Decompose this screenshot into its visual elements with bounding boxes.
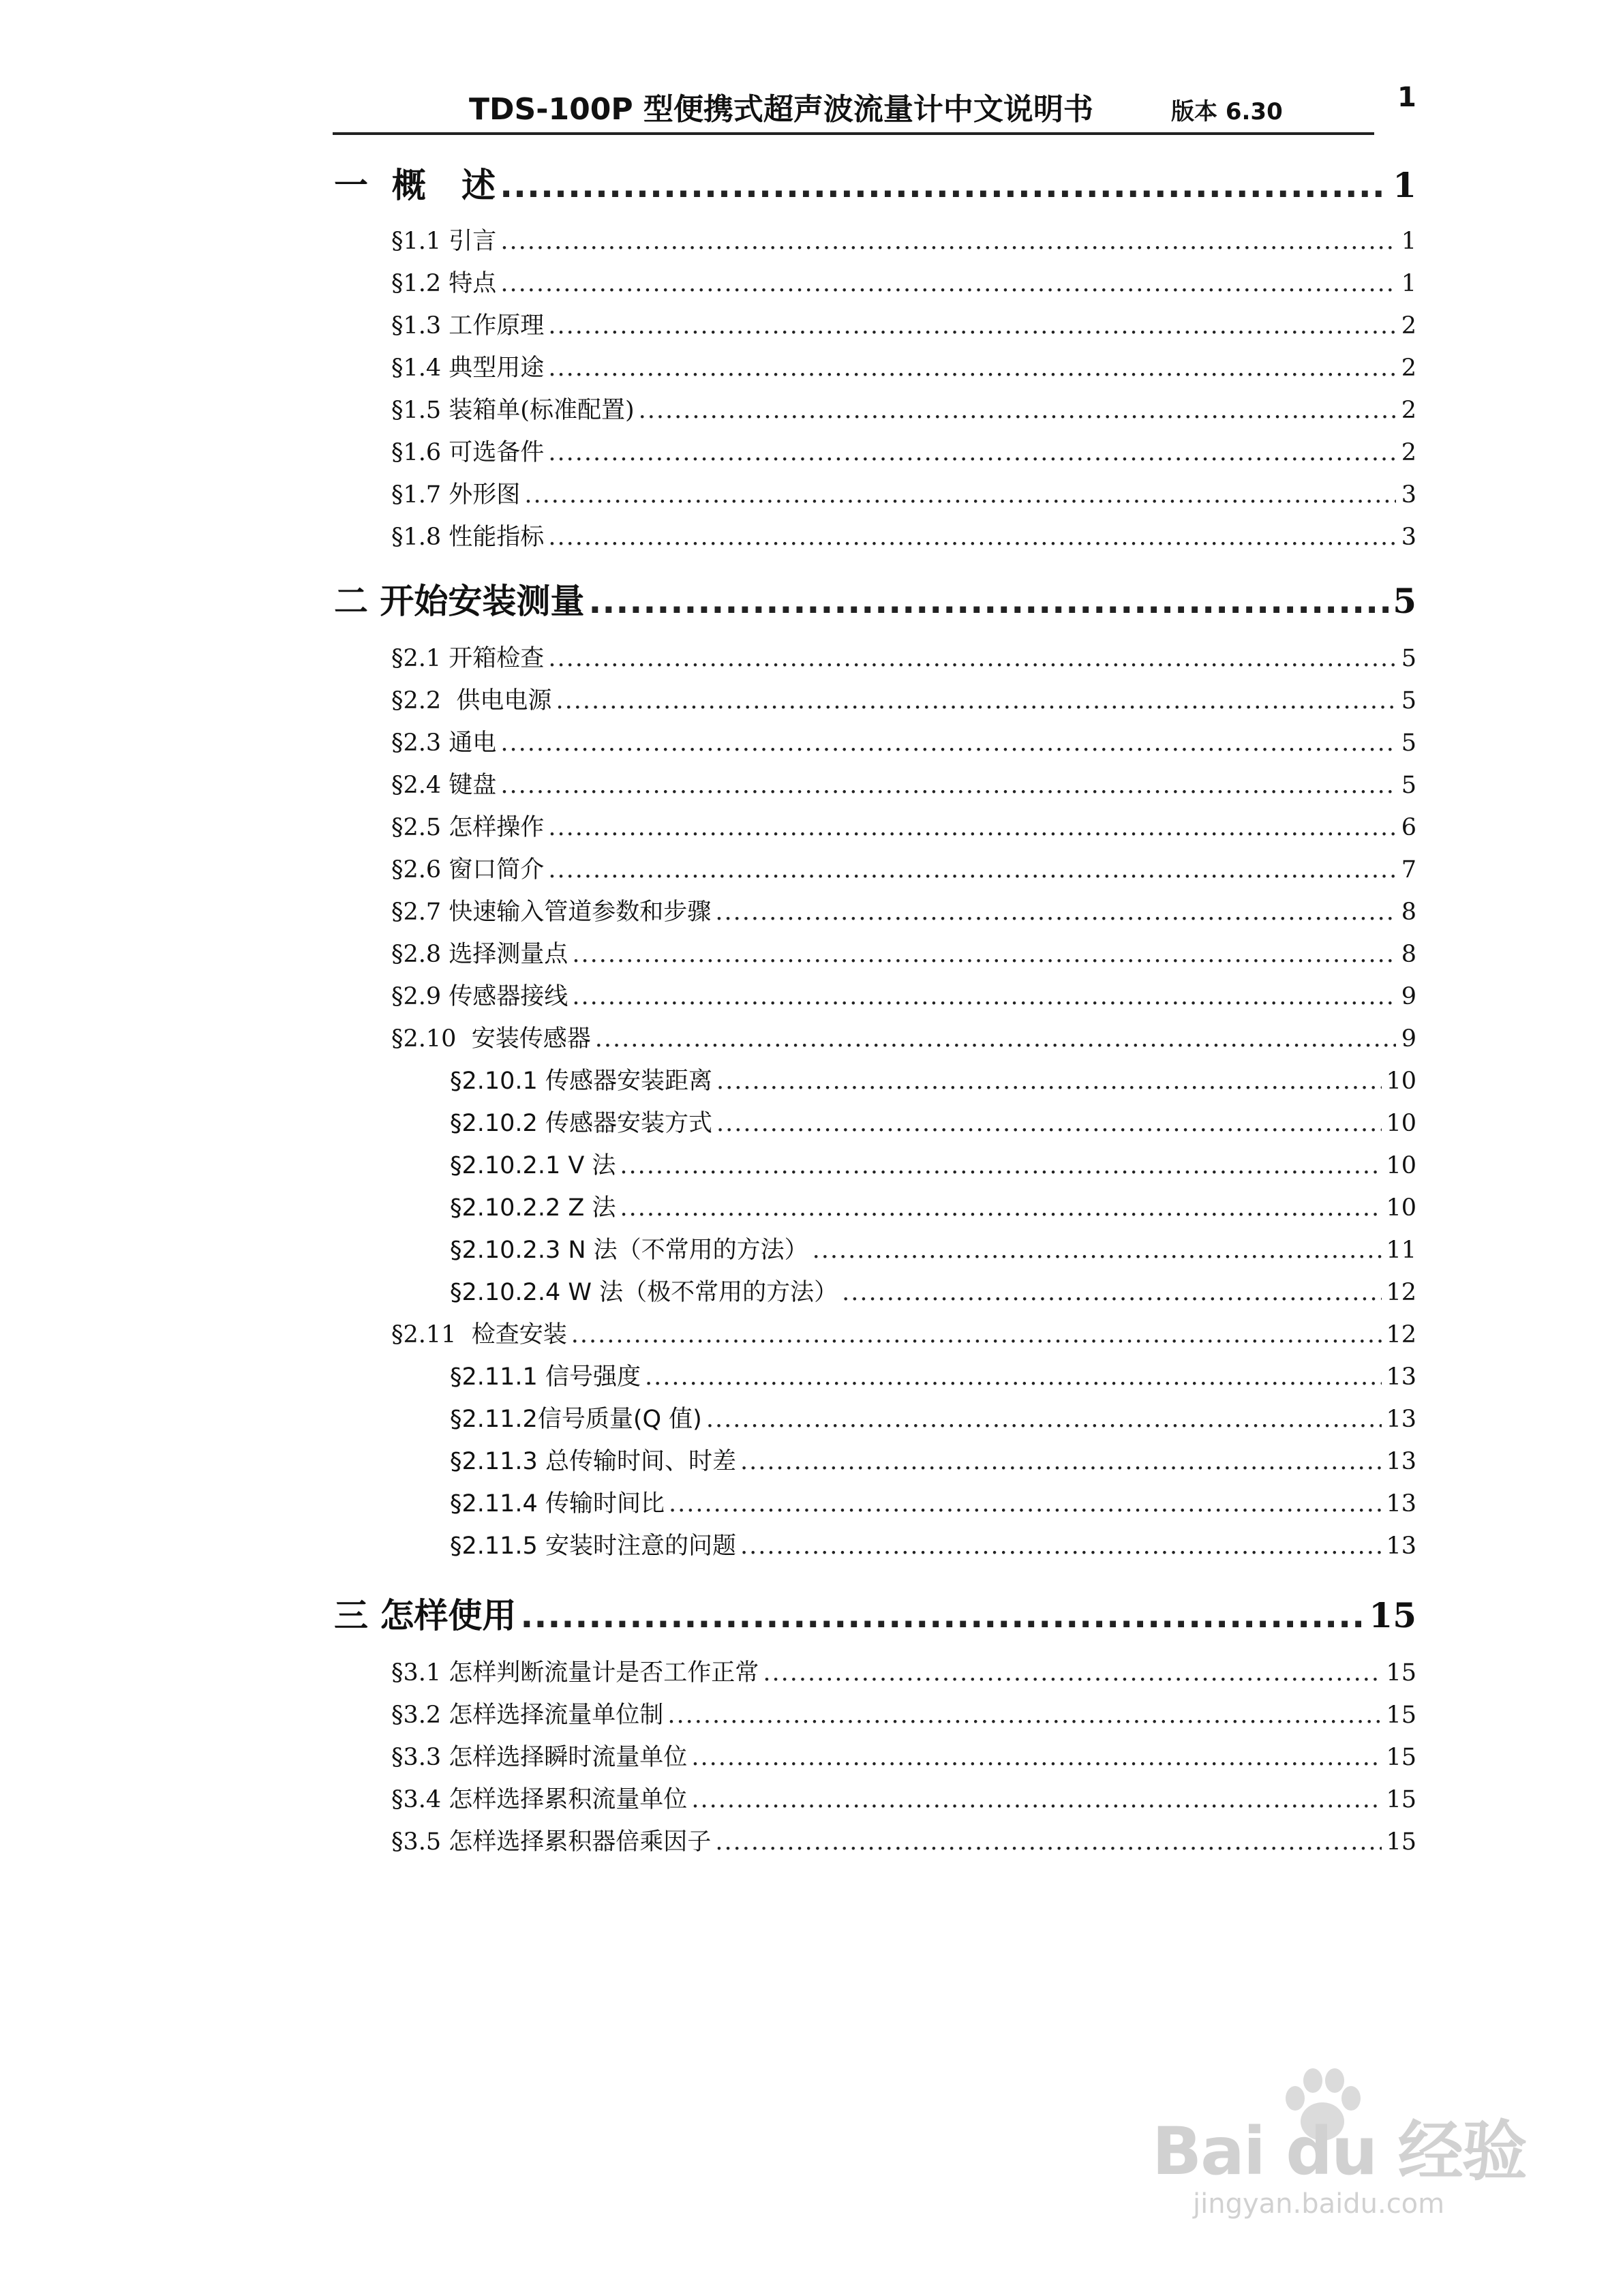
page-header bbox=[333, 80, 1374, 135]
toc-entry-page: 13 bbox=[1386, 1363, 1416, 1391]
toc-subsection-entry[interactable] bbox=[450, 1231, 1416, 1265]
toc-entry-label: 典型用途 bbox=[441, 354, 545, 382]
toc-leader-dots bbox=[571, 1321, 1382, 1348]
toc-leader-dots bbox=[639, 397, 1396, 424]
toc-entry-label: 安装传感器 bbox=[456, 1025, 591, 1053]
toc-entry-page: 1 bbox=[1401, 228, 1416, 255]
toc-leader-dots bbox=[500, 729, 1396, 757]
toc-entry-label: 述 bbox=[425, 166, 496, 205]
toc-entry-label: 怎样使用 bbox=[368, 1596, 517, 1635]
toc-entry-page: 13 bbox=[1386, 1490, 1416, 1517]
toc-entry-page: 15 bbox=[1386, 1786, 1416, 1813]
toc-leader-dots bbox=[524, 481, 1396, 509]
toc-section-entry[interactable] bbox=[391, 1020, 1416, 1054]
toc-section-entry[interactable] bbox=[391, 1738, 1416, 1772]
toc-entry-page: 3 bbox=[1401, 524, 1416, 551]
toc-entry-page: 12 bbox=[1386, 1279, 1416, 1306]
toc-entry-label: 外形图 bbox=[441, 481, 521, 509]
toc-leader-dots bbox=[548, 856, 1396, 883]
toc-entry-number: §2.1 bbox=[391, 645, 442, 672]
toc-leader-dots bbox=[706, 1406, 1382, 1433]
toc-section-entry[interactable] bbox=[391, 1316, 1416, 1350]
toc-leader-dots bbox=[716, 1110, 1382, 1137]
toc-entry-label: 检查安装 bbox=[456, 1321, 567, 1348]
toc-leader-dots bbox=[572, 983, 1396, 1010]
toc-entry-label: 性能指标 bbox=[441, 524, 545, 551]
toc-entry-page: 10 bbox=[1386, 1110, 1416, 1137]
toc-leader-dots bbox=[500, 270, 1396, 297]
toc-section-entry[interactable] bbox=[391, 476, 1416, 510]
toc-entry-page: 5 bbox=[1401, 645, 1416, 672]
toc-entry-label: 开箱检查 bbox=[441, 645, 545, 672]
toc-entry-label: 安装时注意的问题 bbox=[537, 1532, 736, 1560]
toc-entry-number: §2.11.4 bbox=[450, 1490, 538, 1517]
toc-entry-number: §2.4 bbox=[391, 772, 442, 799]
toc-entry-number: §1.3 bbox=[391, 312, 442, 339]
toc-section-entry[interactable] bbox=[391, 222, 1416, 256]
toc-entry-number: §2.9 bbox=[391, 983, 442, 1010]
toc-entry-number: §2.11.3 bbox=[450, 1448, 538, 1475]
toc-leader-dots bbox=[548, 439, 1396, 466]
toc-section-entry[interactable] bbox=[391, 766, 1416, 800]
toc-leader-dots bbox=[548, 354, 1396, 382]
toc-entry-label: 怎样选择流量单位制 bbox=[441, 1702, 664, 1729]
toc-entry-page: 2 bbox=[1401, 354, 1416, 382]
toc-subsection-entry[interactable] bbox=[450, 1400, 1416, 1434]
toc-section-entry[interactable] bbox=[391, 1823, 1416, 1857]
toc-leader-dots bbox=[500, 772, 1396, 799]
toc-subsection-entry[interactable] bbox=[450, 1273, 1416, 1308]
toc-entry-label: 通电 bbox=[441, 729, 497, 757]
watermark-url: jingyan.baidu.com bbox=[1193, 2188, 1445, 2220]
toc-entry-page: 2 bbox=[1401, 397, 1416, 424]
toc-leader-dots bbox=[548, 524, 1396, 551]
toc-entry-page: 15 bbox=[1386, 1744, 1416, 1771]
toc-entry-number: 二 bbox=[334, 581, 368, 621]
toc-section-entry[interactable] bbox=[391, 265, 1416, 299]
toc-entry-page: 10 bbox=[1386, 1194, 1416, 1222]
toc-entry-number: 三 bbox=[334, 1596, 368, 1635]
toc-subsection-entry[interactable] bbox=[450, 1358, 1416, 1392]
toc-section-entry[interactable] bbox=[391, 434, 1416, 468]
toc-section-entry[interactable] bbox=[391, 1654, 1416, 1688]
toc-entry-page: 5 bbox=[1401, 687, 1416, 714]
toc-entry-label: N 法（不常用的方法） bbox=[560, 1237, 808, 1264]
toc-entry-label: 信号质量(Q 值) bbox=[537, 1406, 702, 1433]
toc-entry-number: §2.10.2.3 bbox=[450, 1237, 561, 1264]
toc-leader-dots bbox=[620, 1194, 1382, 1222]
toc-entry-label: 传感器接线 bbox=[441, 983, 568, 1010]
toc-entry-label: 引言 bbox=[441, 228, 497, 255]
toc-leader-dots bbox=[548, 645, 1396, 672]
toc-entry-number: §2.5 bbox=[391, 814, 442, 841]
toc-subsection-entry[interactable] bbox=[450, 1442, 1416, 1477]
toc-entry-number: §1.8 bbox=[391, 524, 442, 551]
toc-section-entry[interactable] bbox=[391, 1781, 1416, 1815]
toc-entry-number: §1.6 bbox=[391, 439, 442, 466]
toc-leader-dots bbox=[500, 166, 1389, 205]
toc-leader-dots bbox=[645, 1363, 1382, 1391]
toc-entry-page: 2 bbox=[1401, 439, 1416, 466]
toc-chapter-entry[interactable] bbox=[334, 1588, 1416, 1637]
toc-entry-page: 10 bbox=[1386, 1068, 1416, 1095]
toc-entry-page: 15 bbox=[1386, 1828, 1416, 1856]
toc-entry-number: §2.10.2.4 bbox=[450, 1279, 561, 1306]
toc-leader-dots bbox=[813, 1237, 1382, 1264]
toc-entry-page: 5 bbox=[1401, 772, 1416, 799]
toc-entry-label: Z 法 bbox=[560, 1194, 616, 1222]
toc-subsection-entry[interactable] bbox=[450, 1062, 1416, 1096]
toc-section-entry[interactable] bbox=[391, 391, 1416, 425]
toc-section-entry[interactable] bbox=[391, 893, 1416, 927]
toc-leader-dots bbox=[667, 1702, 1382, 1729]
toc-entry-label: V 法 bbox=[560, 1152, 616, 1179]
toc-leader-dots bbox=[763, 1659, 1382, 1687]
toc-entry-number: §2.10.1 bbox=[450, 1068, 538, 1095]
toc-entry-number: §3.5 bbox=[391, 1828, 442, 1856]
watermark bbox=[1152, 2086, 1526, 2222]
toc-entry-label: 选择测量点 bbox=[441, 941, 568, 968]
toc-entry-label: 工作原理 bbox=[441, 312, 545, 339]
toc-entry-page: 15 bbox=[1386, 1659, 1416, 1687]
toc-entry-page: 11 bbox=[1386, 1237, 1416, 1264]
toc-entry-label: 开始安装测量 bbox=[368, 581, 585, 621]
toc-leader-dots bbox=[842, 1279, 1382, 1306]
toc-leader-dots bbox=[715, 898, 1396, 926]
toc-leader-dots bbox=[740, 1532, 1382, 1560]
toc-section-entry[interactable] bbox=[391, 851, 1416, 885]
toc-entry-page: 8 bbox=[1401, 898, 1416, 926]
toc-entry-number: §2.8 bbox=[391, 941, 442, 968]
toc-entry-number: §3.4 bbox=[391, 1786, 442, 1813]
toc-entry-label: 供电电源 bbox=[441, 687, 552, 714]
toc-entry-label: 可选备件 bbox=[441, 439, 545, 466]
toc-section-entry[interactable] bbox=[391, 518, 1416, 552]
toc-entry-label: 怎样选择累积流量单位 bbox=[441, 1786, 688, 1813]
toc-subsection-entry[interactable] bbox=[450, 1104, 1416, 1138]
toc-entry-page: 6 bbox=[1401, 814, 1416, 841]
toc-entry-label: 键盘 bbox=[441, 772, 497, 799]
toc-entry-page: 3 bbox=[1401, 481, 1416, 509]
toc-entry-page: 2 bbox=[1401, 312, 1416, 339]
toc-leader-dots bbox=[740, 1448, 1382, 1475]
toc-leader-dots bbox=[556, 687, 1396, 714]
toc-subsection-entry[interactable] bbox=[450, 1527, 1416, 1561]
toc-entry-page: 15 bbox=[1369, 1595, 1416, 1635]
toc-entry-number: §2.2 bbox=[391, 687, 442, 714]
toc-section-entry[interactable] bbox=[391, 978, 1416, 1012]
toc-entry-number: §2.3 bbox=[391, 729, 442, 757]
toc-subsection-entry[interactable] bbox=[450, 1189, 1416, 1223]
toc-entry-label: 信号强度 bbox=[537, 1363, 641, 1391]
toc-section-entry[interactable] bbox=[391, 682, 1416, 716]
toc-entry-number: §2.10 bbox=[391, 1025, 457, 1053]
toc-entry-page: 9 bbox=[1401, 983, 1416, 1010]
toc-entry-page: 5 bbox=[1401, 729, 1416, 757]
toc-leader-dots bbox=[716, 1068, 1382, 1095]
toc-entry-page: 15 bbox=[1386, 1702, 1416, 1729]
toc-entry-label: 窗口简介 bbox=[441, 856, 545, 883]
toc-entry-page: 10 bbox=[1386, 1152, 1416, 1179]
version-label: 版本 6.30 bbox=[1171, 98, 1283, 125]
toc-leader-dots bbox=[548, 312, 1396, 339]
toc-entry-page: 1 bbox=[1393, 165, 1416, 205]
toc-entry-number: §2.11.2 bbox=[450, 1406, 538, 1433]
toc-chapter-entry[interactable] bbox=[334, 158, 1416, 207]
toc-entry-page: 9 bbox=[1401, 1025, 1416, 1053]
toc-leader-dots bbox=[500, 228, 1396, 255]
toc-chapter-entry[interactable] bbox=[334, 574, 1416, 623]
toc-entry-label: 快速输入管道参数和步骤 bbox=[441, 898, 712, 926]
toc-entry-number: §2.7 bbox=[391, 898, 442, 926]
toc-subsection-entry[interactable] bbox=[450, 1147, 1416, 1181]
toc-leader-dots bbox=[520, 1596, 1365, 1635]
toc-entry-number: 一 概 bbox=[334, 166, 426, 205]
toc-entry-page: 13 bbox=[1386, 1448, 1416, 1475]
toc-entry-label: 装箱单(标准配置) bbox=[441, 397, 635, 424]
toc-section-entry[interactable] bbox=[391, 1696, 1416, 1730]
toc-entry-label: 怎样选择瞬时流量单位 bbox=[441, 1744, 688, 1771]
toc-leader-dots bbox=[588, 581, 1389, 621]
toc-entry-number: §2.11.5 bbox=[450, 1532, 538, 1560]
toc-section-entry[interactable] bbox=[391, 724, 1416, 758]
toc-section-entry[interactable] bbox=[391, 935, 1416, 969]
toc-entry-number: §1.7 bbox=[391, 481, 442, 509]
toc-leader-dots bbox=[715, 1828, 1382, 1856]
toc-entry-number: §1.2 bbox=[391, 270, 442, 297]
toc-subsection-entry[interactable] bbox=[450, 1485, 1416, 1519]
toc-leader-dots bbox=[691, 1744, 1382, 1771]
toc-leader-dots bbox=[595, 1025, 1396, 1053]
toc-entry-page: 13 bbox=[1386, 1406, 1416, 1433]
toc-entry-number: §3.2 bbox=[391, 1702, 442, 1729]
watermark-logo: Bai du 经验 bbox=[1152, 2113, 1526, 2190]
toc-entry-page: 13 bbox=[1386, 1532, 1416, 1560]
toc-entry-label: 特点 bbox=[441, 270, 497, 297]
toc-entry-number: §2.11.1 bbox=[450, 1363, 538, 1391]
toc-leader-dots bbox=[669, 1490, 1382, 1517]
toc-entry-number: §3.3 bbox=[391, 1744, 442, 1771]
toc-entry-number: §1.4 bbox=[391, 354, 442, 382]
toc-leader-dots bbox=[572, 941, 1396, 968]
toc-entry-number: §2.10.2 bbox=[450, 1110, 538, 1137]
toc-entry-number: §2.10.2.2 bbox=[450, 1194, 561, 1222]
toc-entry-page: 12 bbox=[1386, 1321, 1416, 1348]
toc-leader-dots bbox=[620, 1152, 1382, 1179]
toc-section-entry[interactable] bbox=[391, 809, 1416, 843]
toc-entry-label: 怎样操作 bbox=[441, 814, 545, 841]
toc-section-entry[interactable] bbox=[391, 307, 1416, 341]
toc-leader-dots bbox=[548, 814, 1396, 841]
toc-section-entry[interactable] bbox=[391, 639, 1416, 674]
document-title: TDS-100P 型便携式超声波流量计中文说明书 bbox=[469, 92, 1093, 127]
toc-entry-page: 8 bbox=[1401, 941, 1416, 968]
toc-entry-number: §2.10.2.1 bbox=[450, 1152, 561, 1179]
toc-entry-number: §1.5 bbox=[391, 397, 442, 424]
toc-entry-number: §2.6 bbox=[391, 856, 442, 883]
toc-entry-label: 怎样选择累积器倍乘因子 bbox=[441, 1828, 712, 1856]
toc-entry-label: 传感器安装方式 bbox=[537, 1110, 712, 1137]
page-number: 1 bbox=[1397, 82, 1416, 113]
toc-leader-dots bbox=[691, 1786, 1382, 1813]
toc-entry-page: 1 bbox=[1401, 270, 1416, 297]
toc-entry-number: §3.1 bbox=[391, 1659, 442, 1687]
toc-entry-label: 传输时间比 bbox=[537, 1490, 665, 1517]
toc-entry-label: 传感器安装距离 bbox=[537, 1068, 712, 1095]
toc-entry-label: W 法（极不常用的方法） bbox=[560, 1279, 838, 1306]
toc-entry-page: 5 bbox=[1393, 581, 1416, 621]
toc-entry-number: §2.11 bbox=[391, 1321, 457, 1348]
toc-entry-page: 7 bbox=[1401, 856, 1416, 883]
toc-section-entry[interactable] bbox=[391, 349, 1416, 383]
toc-entry-number: §1.1 bbox=[391, 228, 442, 255]
toc-entry-label: 怎样判断流量计是否工作正常 bbox=[441, 1659, 759, 1687]
toc-entry-label: 总传输时间、时差 bbox=[537, 1448, 736, 1475]
